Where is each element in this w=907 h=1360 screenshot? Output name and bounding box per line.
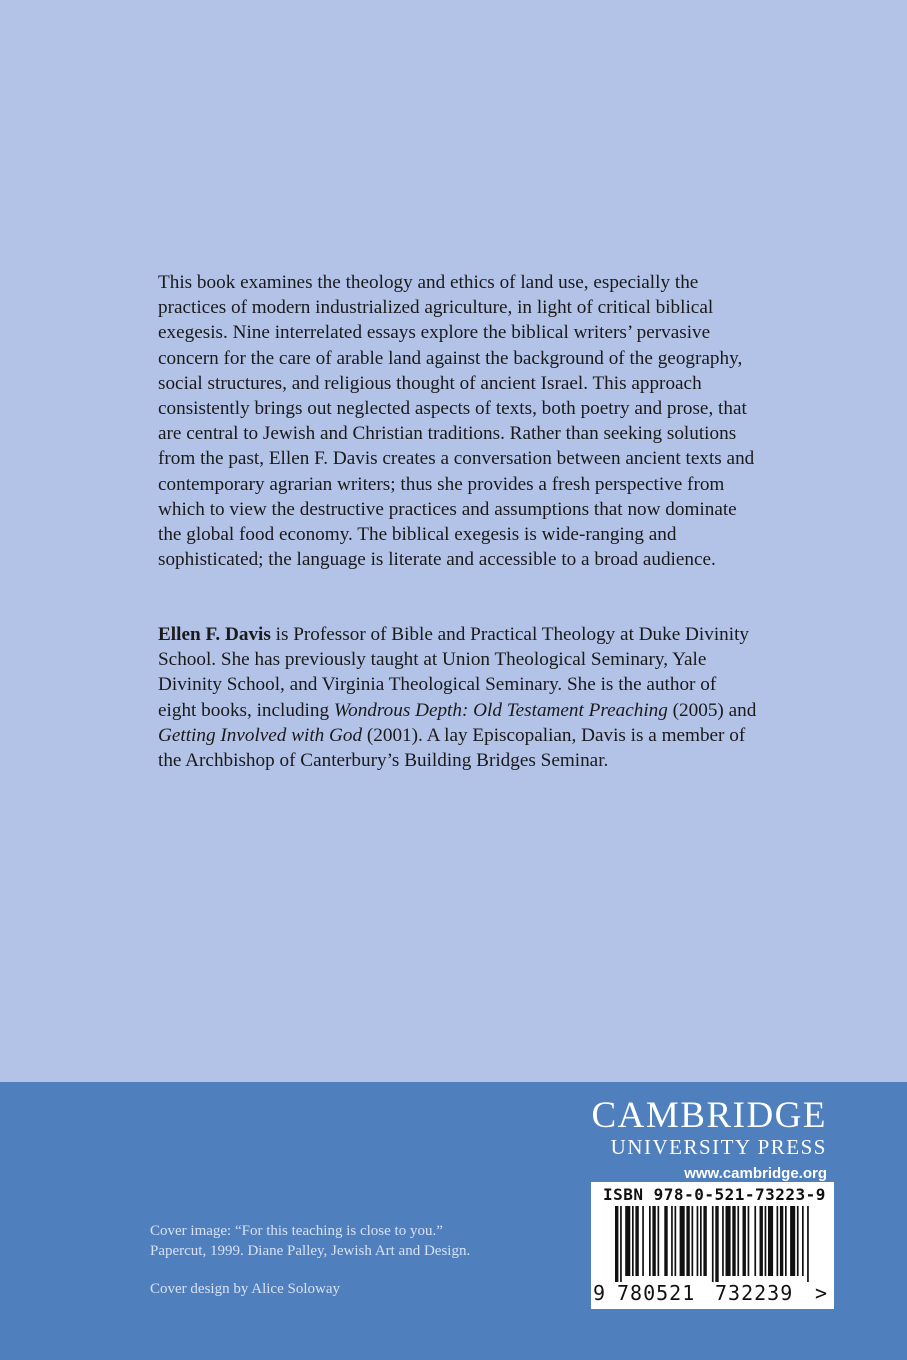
barcode-bar <box>675 1206 677 1276</box>
barcode-bar <box>686 1206 689 1276</box>
barcode-bar <box>780 1206 783 1276</box>
barcode-bar <box>635 1206 638 1276</box>
bio-text-1: is Professor of Bible and Practical Theology at Duke Divinity School. She has previously taught at Union Theological Seminary, Yale Divinity School, and Virginia Theological Seminary. She is the author of eight books, including <box>158 624 750 721</box>
publisher-subtitle: UNIVERSITY PRESS <box>610 1135 827 1159</box>
barcode-arrow: > <box>815 1281 828 1305</box>
barcode-bar <box>712 1206 714 1282</box>
barcode-bar <box>807 1206 809 1282</box>
barcode-bars <box>603 1206 821 1282</box>
barcode-bar <box>692 1206 694 1276</box>
barcode-bar <box>700 1206 702 1276</box>
cover-image-credit-1: Cover image: “For this teaching is close to you.” <box>150 1223 443 1239</box>
barcode-bar <box>642 1206 644 1276</box>
publisher-logo <box>591 1097 827 1185</box>
cover-image-credit-2: Papercut, 1999. Diane Palley, Jewish Art and Design. <box>150 1243 471 1259</box>
barcode-bar <box>697 1206 699 1276</box>
bio-text-3: (2001). A lay Episcopalian, Davis is a member of the Archbishop of Canterbury’s Building Bridges Seminar. <box>158 724 746 772</box>
barcode-bar <box>722 1206 724 1276</box>
barcode-first-digit: 9 <box>593 1281 606 1305</box>
barcode-bar <box>802 1206 804 1276</box>
barcode-bar <box>760 1206 763 1276</box>
book-description <box>158 270 758 572</box>
barcode-bar <box>658 1206 660 1276</box>
barcode-bar <box>715 1206 718 1282</box>
barcode-bar <box>768 1206 773 1276</box>
book-title-1: Wondrous Depth: Old Testament Preaching <box>333 699 668 721</box>
author-bio <box>158 622 758 773</box>
barcode-bar <box>680 1206 685 1276</box>
barcode-bar <box>625 1206 630 1276</box>
isbn-barcode <box>591 1182 834 1309</box>
barcode-bar <box>649 1206 651 1276</box>
barcode-bar <box>790 1206 795 1276</box>
barcode-bar <box>703 1206 706 1276</box>
barcode-bar <box>671 1206 673 1276</box>
bio-text-2: (2005) and <box>667 699 757 721</box>
barcode-bar <box>620 1206 622 1282</box>
barcode-bar <box>664 1206 667 1276</box>
barcode-bar <box>765 1206 767 1276</box>
cover-credits <box>150 1221 470 1299</box>
barcode-bar <box>754 1206 756 1276</box>
barcode-bar <box>777 1206 779 1276</box>
barcode-group-1: 780521 <box>617 1281 696 1305</box>
barcode-bar <box>797 1206 799 1276</box>
barcode-group-2: 732239 <box>715 1281 794 1305</box>
barcode-bar <box>652 1206 655 1276</box>
book-title-2: Getting Involved with God <box>158 724 363 746</box>
cover-design-credit: Cover design by Alice Soloway <box>150 1281 340 1297</box>
barcode-bar <box>732 1206 735 1276</box>
publisher-url: www.cambridge.org <box>684 1165 827 1182</box>
barcode-bar <box>615 1206 618 1282</box>
barcode-bar <box>726 1206 731 1276</box>
barcode-bar <box>632 1206 634 1276</box>
barcode-bar <box>785 1206 787 1276</box>
barcode-bar <box>748 1206 750 1276</box>
publisher-name: CAMBRIDGE <box>591 1095 827 1136</box>
barcode-bar <box>737 1206 739 1276</box>
isbn-label: ISBN 978-0-521-73223-9 <box>603 1185 826 1204</box>
barcode-bar <box>743 1206 746 1276</box>
author-name: Ellen F. Davis <box>158 624 271 645</box>
description-text: This book examines the theology and ethics of land use, especially the practices of modern industrialized agriculture, in light of critical biblical exegesis. Nine interrelated essays explore the biblical writers’ pervasive concern for the care of arable land against the background of the geography, social structures, and religious thought of ancient Israel. This approach consistently brings out neglected aspects of texts, both poetry and prose, that are central to Jewish and Christian traditions. Rather than seeking solutions from the past, Ellen F. Davis creates a conversation between ancient texts and contemporary agrarian writers; thus she provides a fresh perspective from which to view the destructive practices and assumptions that now dominate the global food economy. The biblical exegesis is wide-ranging and sophisticated; the language is literate and accessible to a broad audience. <box>158 272 755 571</box>
